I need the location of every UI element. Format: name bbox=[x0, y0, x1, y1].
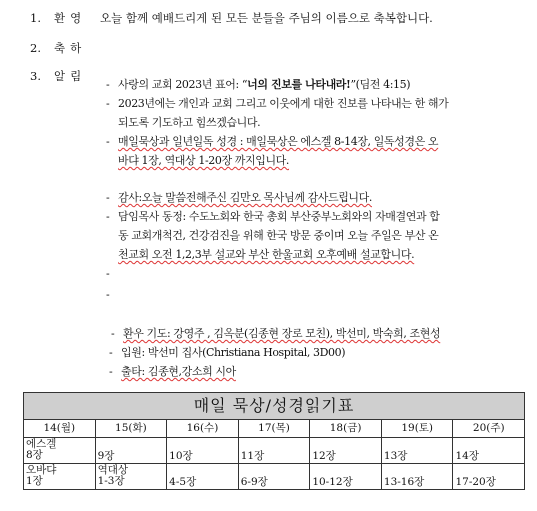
section-title: 환영 bbox=[54, 11, 87, 25]
cell-chapter: 12장 bbox=[312, 450, 336, 462]
notice-line bbox=[106, 96, 448, 111]
table-header-row bbox=[24, 420, 524, 438]
table-cell bbox=[167, 438, 239, 463]
cell-chapter: 6-9장 bbox=[240, 476, 268, 488]
cell-chapter: 11장 bbox=[240, 450, 265, 462]
notice-motto bbox=[106, 77, 410, 92]
table-cell bbox=[239, 438, 311, 463]
bullet-dash: - bbox=[106, 267, 110, 280]
cell-chapter: 4-5장 bbox=[169, 476, 197, 488]
notice-empty-bullet bbox=[106, 266, 118, 281]
cell-chapter: 8장 bbox=[26, 449, 43, 461]
notice-empty-bullet bbox=[106, 287, 118, 302]
welcome-text: 오늘 함께 예배드리게 된 모든 분들을 주님의 이름으로 축복합니다. bbox=[100, 11, 433, 25]
bullet-dash: - bbox=[106, 210, 110, 223]
reading-table bbox=[23, 392, 525, 490]
cell-book: 역대상 bbox=[97, 464, 129, 476]
cell-chapter: 17-20장 bbox=[455, 476, 496, 488]
section-number: 3. bbox=[30, 69, 41, 83]
day-header: 16(수) bbox=[167, 420, 239, 437]
cell-chapter: 14장 bbox=[455, 450, 479, 462]
notice-hospital bbox=[109, 345, 345, 360]
bullet-dash: - bbox=[106, 97, 110, 110]
bullet-dash: - bbox=[106, 191, 110, 204]
table-cell bbox=[310, 464, 382, 489]
motto-prefix: 사랑의 교회 2023년 표어: “ bbox=[118, 78, 248, 91]
table-cell bbox=[310, 438, 382, 463]
motto-suffix: ”(딤전 4:15) bbox=[350, 78, 411, 91]
table-cell bbox=[167, 464, 239, 489]
cell-chapter: 1장 bbox=[26, 475, 43, 487]
notice-line bbox=[106, 209, 440, 224]
table-cell bbox=[239, 464, 311, 489]
notice-text: 담임목사 동정: 수도노회와 한국 총회 부산중부노회와의 자매결연과 합 bbox=[118, 210, 440, 223]
table-cell bbox=[382, 464, 454, 489]
notice-text: 매일묵상과 일년일독 성경 : 매일묵상은 에스겔 8-14장, 일독성경은 오 bbox=[118, 135, 439, 148]
notice-text: 2023년에는 개인과 교회 그리고 이웃에게 대한 진보를 나타내는 한 해가 bbox=[118, 97, 449, 110]
cell-chapter: 13장 bbox=[383, 450, 408, 462]
notice-text: 입원: 박선미 집사(Christiana Hospital, 3D00) bbox=[121, 346, 346, 359]
cell-book: 에스겔 bbox=[26, 438, 57, 450]
notice-prayer bbox=[111, 326, 440, 341]
table-row bbox=[24, 464, 524, 489]
notice-line: 동 교회개척건, 건강검진을 위해 한국 방문 중이며 오늘 주일은 부산 온 bbox=[118, 229, 439, 242]
cell-chapter: 10-12장 bbox=[312, 476, 353, 488]
cell-book: 오바댜 bbox=[26, 464, 57, 476]
section-number: 1. bbox=[30, 11, 41, 25]
bullet-dash: - bbox=[106, 78, 110, 91]
cell-chapter: 9장 bbox=[97, 450, 115, 462]
cell-chapter: 10장 bbox=[169, 450, 193, 462]
section-title: 알림 bbox=[54, 69, 87, 83]
day-header: 19(토) bbox=[382, 420, 454, 437]
cell-chapter: 13-16장 bbox=[383, 476, 425, 488]
bullet-dash: - bbox=[109, 346, 113, 359]
bullet-dash: - bbox=[111, 327, 115, 340]
day-header: 18(금) bbox=[310, 420, 382, 437]
bullet-dash: - bbox=[109, 365, 113, 378]
day-header: 20(주) bbox=[472, 422, 505, 434]
notice-line bbox=[106, 190, 372, 205]
section-number: 2. bbox=[30, 41, 41, 55]
table-cell bbox=[382, 438, 454, 463]
notice-line: 천교회 오전 1,2,3부 설교와 부산 한울교회 오후예배 설교합니다. bbox=[118, 248, 415, 261]
table-title: 매일 묵상/성경읽기표 bbox=[24, 393, 524, 420]
table-cell bbox=[24, 438, 96, 463]
notice-travel bbox=[109, 364, 236, 379]
motto-text: 너의 진보를 나타내라! bbox=[247, 78, 351, 91]
notice-line bbox=[106, 134, 438, 149]
table-cell bbox=[24, 464, 96, 489]
notice-line: 되도록 기도하고 힘쓰겠습니다. bbox=[118, 116, 261, 129]
notice-text: 출타: 김종현,강소희 시아 bbox=[121, 365, 236, 378]
day-header: 17(목) bbox=[239, 420, 311, 437]
section-title: 축하 bbox=[54, 41, 87, 55]
table-cell bbox=[96, 464, 168, 489]
table-cell bbox=[96, 438, 168, 463]
table-cell bbox=[453, 438, 524, 463]
table-row bbox=[24, 438, 524, 464]
bullet-dash: - bbox=[106, 135, 110, 148]
notice-text: 환우 기도: 강영주 , 김옥분(김종현 장로 모친), 박선미, 박숙희, 조현성 bbox=[123, 327, 441, 340]
notice-text: 감사:오늘 말씀전해주신 김만오 목사님께 감사드립니다. bbox=[118, 191, 372, 204]
cell-chapter: 1-3장 bbox=[97, 475, 125, 487]
notice-line: 바댜 1장, 역대상 1-20장 까지입니다. bbox=[118, 154, 290, 167]
day-header: 14(월) bbox=[24, 420, 96, 437]
day-header: 15(화) bbox=[96, 420, 168, 437]
table-cell bbox=[453, 464, 524, 489]
bullet-dash: - bbox=[106, 288, 110, 301]
